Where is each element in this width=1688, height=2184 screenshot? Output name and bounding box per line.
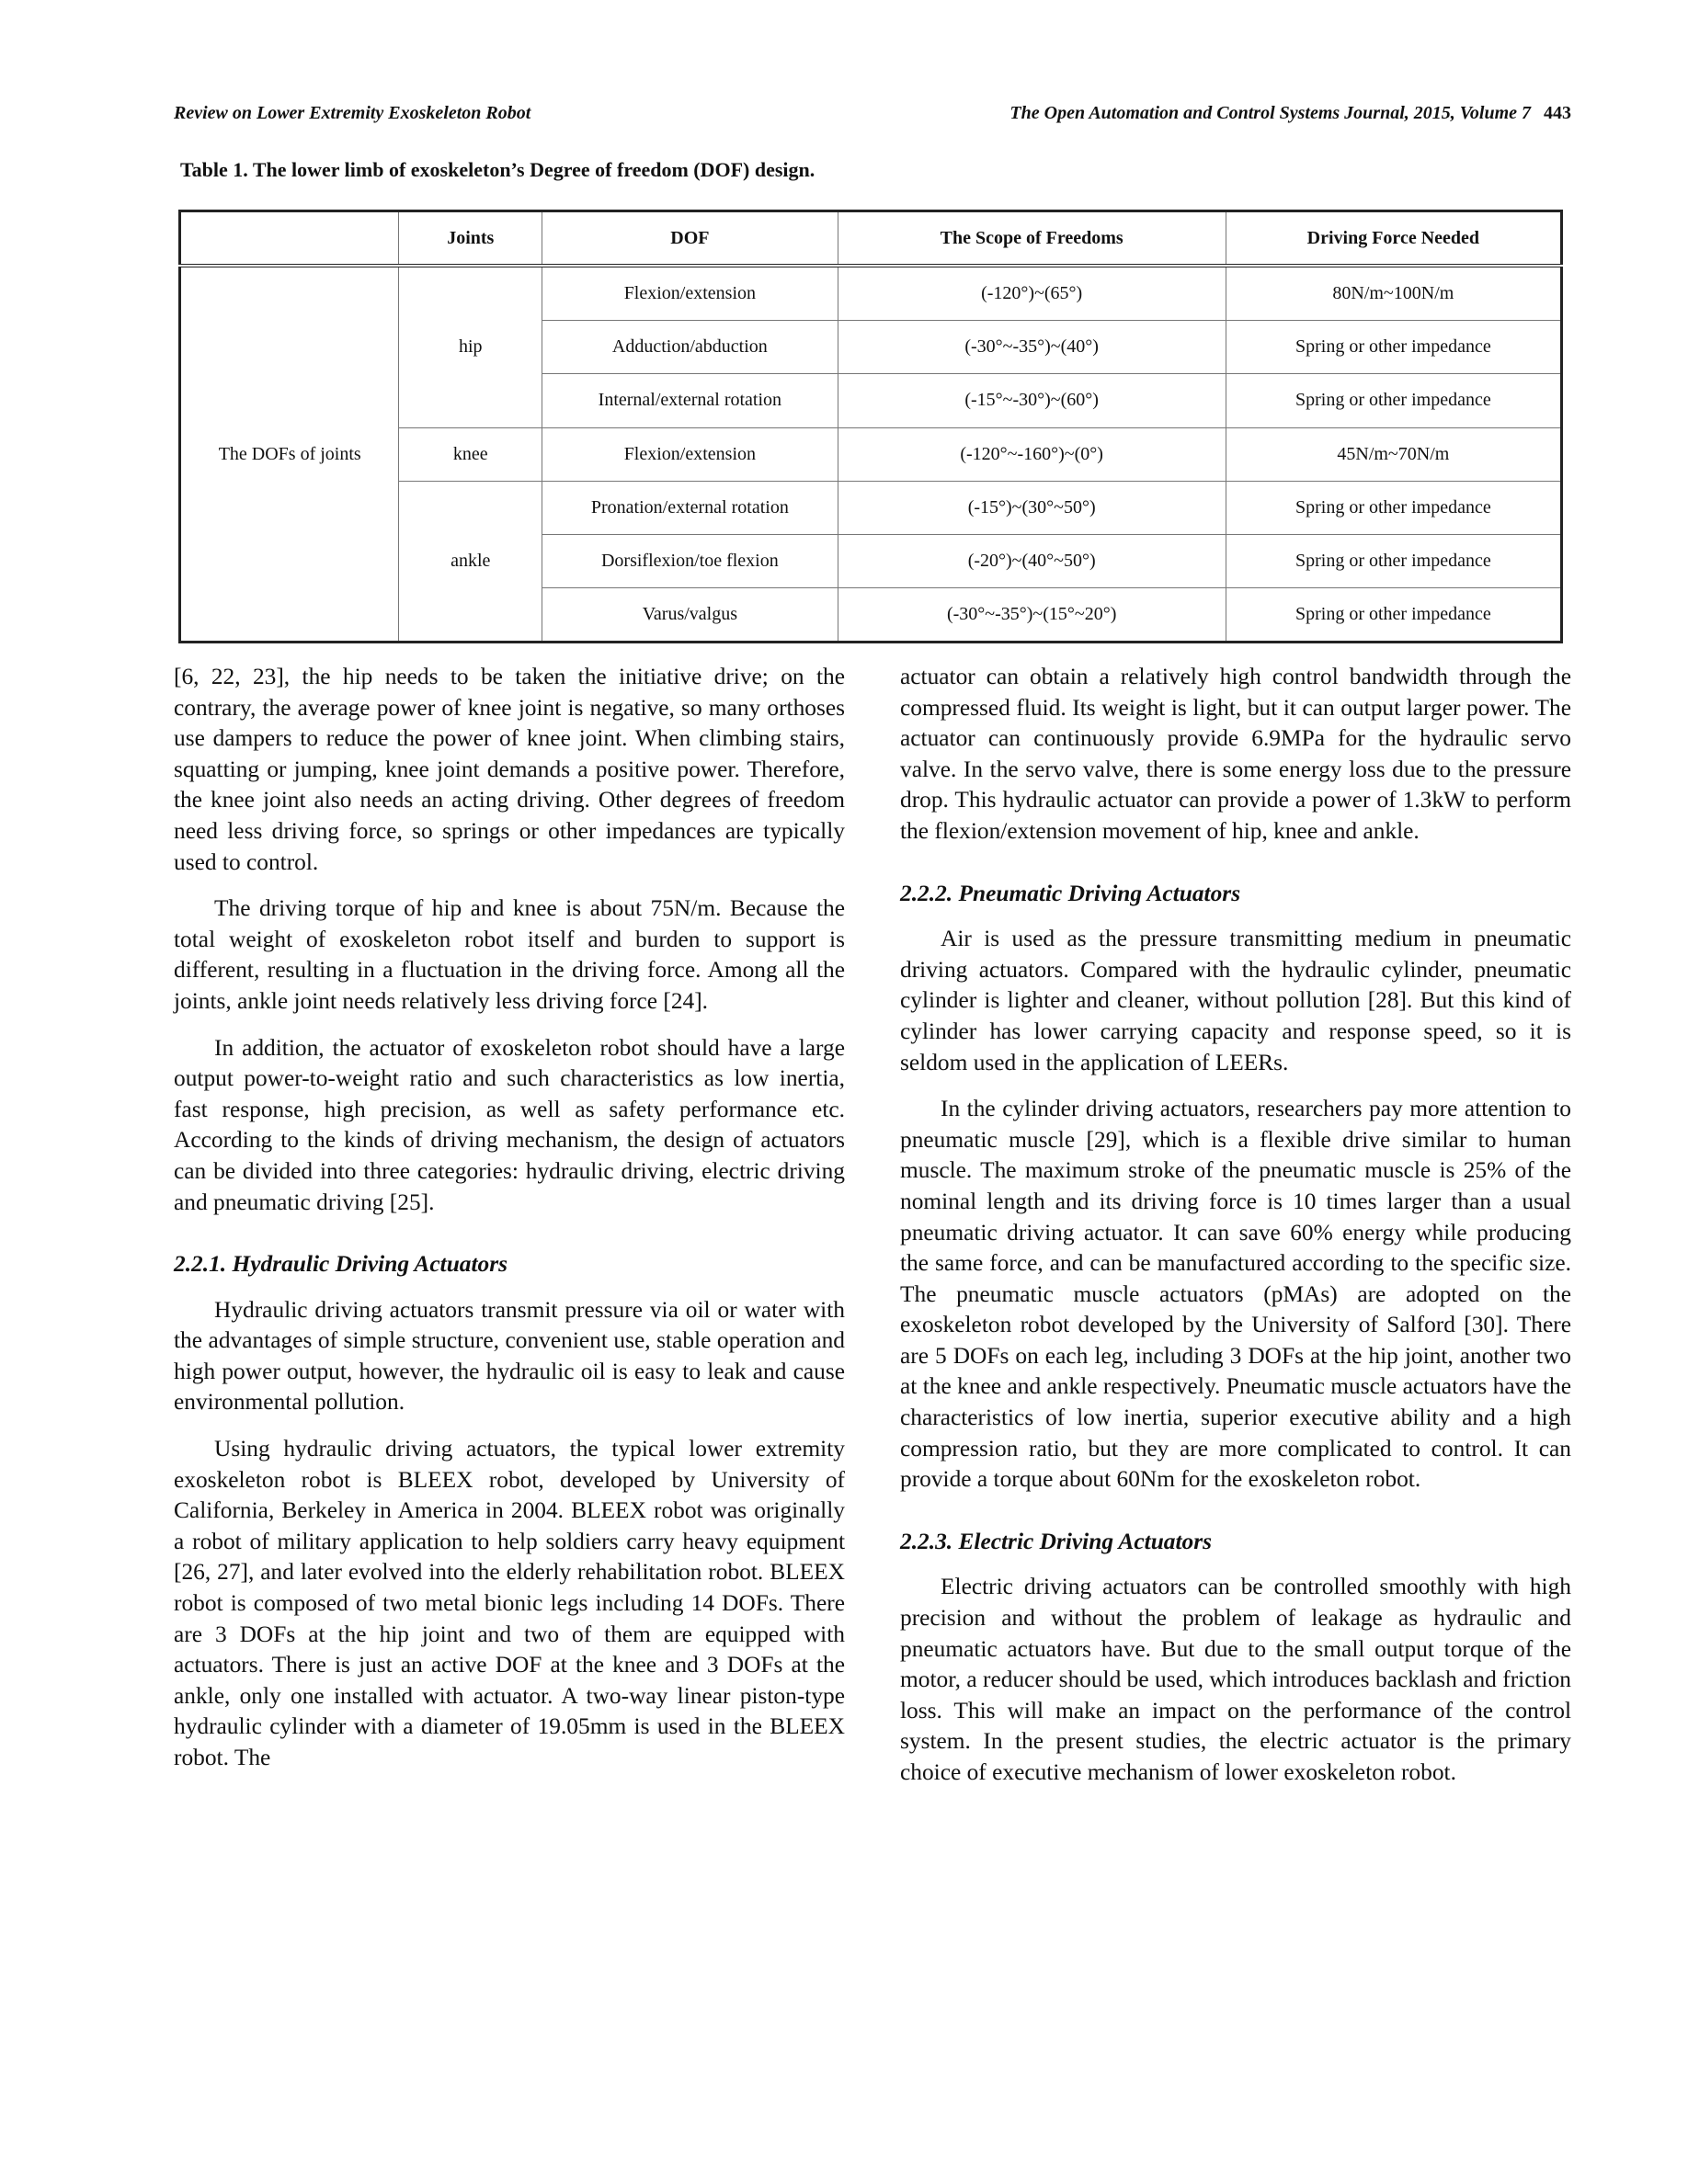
table-header-cell: DOF [542,211,838,267]
journal-name: The Open Automation and Control Systems Journal, 2015, Volume 7 [1009,103,1531,123]
force-cell: 80N/m~100N/m [1226,266,1561,321]
scope-cell: (-120°)~(65°) [838,266,1226,321]
running-header [174,103,1571,140]
table-caption: Table 1. The lower limb of exoskeleton’s Degree of freedom (DOF) design. [180,158,815,181]
section-heading: 2.2.2. Pneumatic Driving Actuators [900,880,1241,906]
page-number: 443 [1544,103,1571,123]
joint-cell-knee: knee [399,427,542,481]
paragraph: actuator can obtain a relatively high control bandwidth through the compressed fluid. Its weight is light, but it can output larger power. The actuator can continuously provide 6.9MPa for the hydraulic servo valve. In the servo valve, there is some energy loss due to the pressure drop. This hydraulic actuator can provide a power of 1.3kW to perform the flexion/extension movement of hip, knee and ankle. [900,664,1571,844]
dof-table [178,210,1563,643]
table-header-row [180,211,1562,267]
paragraph: Air is used as the pressure transmitting medium in pneumatic driving actuators. Compared with the hydraulic cylinder, pneumatic cylinder is lighter and cleaner, without pollution [28]. But this kind of cylinder has lower carrying capacity and response speed, so it is seldom used in the application of LEERs. [900,926,1571,1075]
paragraph: In the cylinder driving actuators, researchers pay more attention to pneumatic muscle [29], which is a flexible drive similar to human muscle. The maximum stroke of the pneumatic muscle is 25% of the nominal length and its driving force is 10 times larger than a usual pneumatic driving actuator. It can save 60% energy while producing the same force, and can be manufactured according to the specific size. The pneumatic muscle actuators (pMAs) are adopted on the exoskeleton robot developed by the University of Salford [30]. There are 5 DOFs on each leg, including 3 DOFs at the hip joint, another two at the knee and ankle respectively. Pneumatic muscle actuators have the characteristics of low inertia, superior executive ability and a high compression ratio, but they are more complicated to control. It can provide a torque about 60Nm for the exoskeleton robot. [900,1096,1571,1493]
scope-cell: (-15°~-30°)~(60°) [838,374,1226,427]
group-label-cell: The DOFs of joints [180,266,399,642]
force-cell: Spring or other impedance [1226,534,1561,587]
paragraph: Hydraulic driving actuators transmit pressure via oil or water with the advantages of simple structure, convenient use, stable operation and high power output, however, the hydraulic oil is easy to leak and cause environmental pollution. [174,1296,845,1416]
left-column [174,662,845,1790]
force-cell: Spring or other impedance [1226,374,1561,427]
paragraph: [6, 22, 23], the hip needs to be taken the initiative drive; on the contrary, the average power of knee joint is negative, so many orthoses use dampers to reduce the power of knee joint. When climbing stairs, squatting or jumping, knee joint demands a positive power. Therefore, the knee joint also needs an acting driving. Other degrees of freedom need less driving force, so springs or other impedances are typically used to control. [174,664,845,875]
journal-info [1009,103,1571,124]
dof-cell: Flexion/extension [542,266,838,321]
paragraph: Using hydraulic driving actuators, the typical lower extremity exoskeleton robot is BLEEX robot, developed by University of California, Berkeley in America in 2004. BLEEX robot was originally a robot of military application to help soldiers carry heavy equipment [26, 27], and later evolved into the elderly rehabilitation robot. BLEEX robot is composed of two metal bionic legs including 14 DOFs. There are 3 DOFs at the hip joint and two of them are equipped with actuators. There is just an active DOF at the knee and 3 DOFs at the ankle, only one installed with actuator. A two-way linear piston-type hydraulic cylinder with a diameter of 19.05mm is used in the BLEEX robot. The [174,1436,845,1770]
dof-cell: Internal/external rotation [542,374,838,427]
scope-cell: (-30°~-35°)~(40°) [838,321,1226,374]
scope-cell: (-120°~-160°)~(0°) [838,427,1226,481]
joint-cell-hip: hip [399,266,542,427]
right-column [900,662,1571,1804]
force-cell: Spring or other impedance [1226,321,1561,374]
running-title: Review on Lower Extremity Exoskeleton Robot [174,103,531,123]
force-cell: Spring or other impedance [1226,481,1561,534]
table-header-cell: Joints [399,211,542,267]
paragraph: Electric driving actuators can be controlled smoothly with high precision and without the problem of leakage as hydraulic and pneumatic actuators have. But due to the small output torque of the motor, a reducer should be used, which introduces backlash and friction loss. This will make an impact on the performance of the control system. In the present studies, the electric actuator is the primary choice of executive mechanism of lower exoskeleton robot. [900,1574,1571,1785]
section-heading: 2.2.1. Hydraulic Driving Actuators [174,1251,508,1278]
table-header-cell: The Scope of Freedoms [838,211,1226,267]
table-header-cell: Driving Force Needed [1226,211,1561,267]
table-header-cell [180,211,399,267]
joint-cell-ankle: ankle [399,481,542,642]
dof-cell: Pronation/external rotation [542,481,838,534]
dof-cell: Flexion/extension [542,427,838,481]
table-row [180,266,1562,321]
scope-cell: (-30°~-35°)~(15°~20°) [838,587,1226,642]
dof-cell: Varus/valgus [542,587,838,642]
paragraph: The driving torque of hip and knee is about 75N/m. Because the total weight of exoskeleton robot itself and burden to support is different, resulting in a fluctuation in the driving force. Among all the joints, ankle joint needs relatively less driving force [24]. [174,895,845,1014]
scope-cell: (-20°)~(40°~50°) [838,534,1226,587]
force-cell: 45N/m~70N/m [1226,427,1561,481]
scope-cell: (-15°)~(30°~50°) [838,481,1226,534]
force-cell: Spring or other impedance [1226,587,1561,642]
dof-cell: Dorsiflexion/toe flexion [542,534,838,587]
section-heading: 2.2.3. Electric Driving Actuators [900,1528,1213,1554]
paragraph: In addition, the actuator of exoskeleton robot should have a large output power-to-weight ratio and such characteristics as low inertia, fast response, high precision, as well as safety performance etc. According to the kinds of driving mechanism, the design of actuators can be divided into three categories: hydraulic driving, electric driving and pneumatic driving [25]. [174,1034,845,1215]
dof-cell: Adduction/abduction [542,321,838,374]
